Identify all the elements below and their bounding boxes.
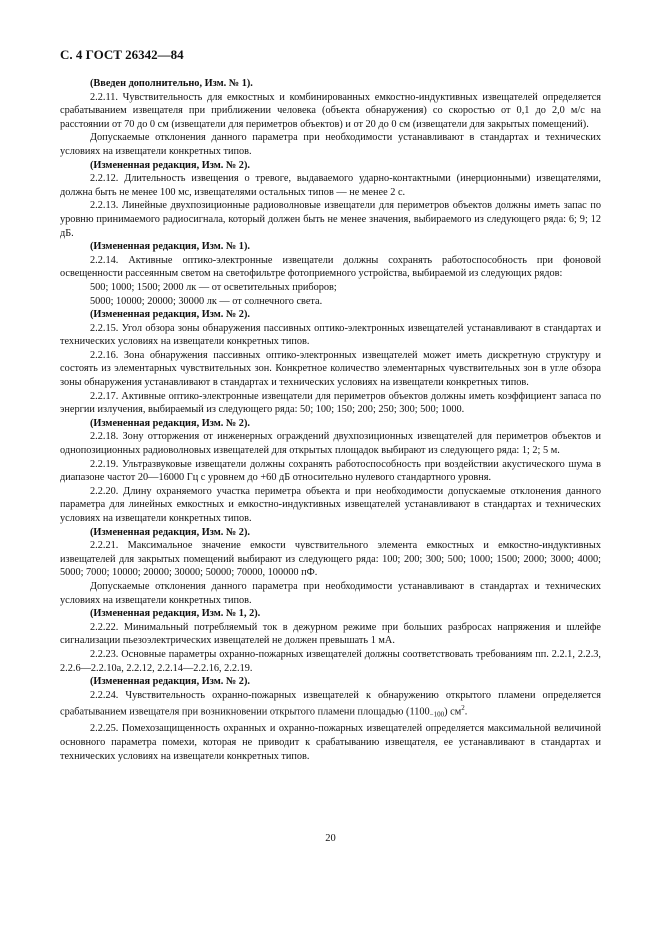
clause-2-2-11: 2.2.11. Чувствительность для емкостных и комбинированных емкостно-индуктивных извещателей определяется срабатыванием извещателя при приближении человека (объекта обнаружения) со скоростью от 0,1 до 2,0 м/с на расстоянии от 70 до 0 см (извещатели для периметров объектов) и от 20 до 0 см (извещатели для закрытых помещений). xyxy=(60,91,601,130)
paragraph: Допускаемые отклонения данного параметра при необходимости устанавливают в стандартах и технических условиях на извещатели конкретных типов. xyxy=(60,580,601,606)
amendment-note: (Измененная редакция, Изм. № 2). xyxy=(90,417,250,429)
clause-2-2-12: 2.2.12. Длительность извещения о тревоге, выдаваемого ударно-контактными (инерционными) извещателями, должна быть не менее 100 мс, извещателями остальных типов — не менее 2 с. xyxy=(60,173,601,198)
unit-superscript: 2 xyxy=(461,704,465,713)
tolerance-subscript: −100 xyxy=(429,710,445,719)
clause-2-2-17: 2.2.17. Активные оптико-электронные извещатели для периметров объектов должны иметь коэффициент запаса по энергии излучения, выбираемый из следующего ряда: 50; 100; 150; 200; 250; 300; 500; 1000. xyxy=(60,390,601,416)
page-header: С. 4 ГОСТ 26342—84 xyxy=(60,47,184,62)
clause-2-2-13: 2.2.13. Линейные двухпозиционные радиоволновые извещатели для периметров объектов должны иметь запас по уровню принимаемого радиосигнала, который должен быть не менее значения, выбираемого из следующего ряда: 6; 9; 12 дБ. xyxy=(60,200,601,239)
clause-2-2-24 xyxy=(60,689,601,723)
amendment-note: (Измененная редакция, Изм. № 1). xyxy=(90,241,250,253)
page-number: 20 xyxy=(325,833,336,844)
amendment-note: (Измененная редакция, Изм. № 2). xyxy=(90,159,250,171)
clause-2-2-22: 2.2.22. Минимальный потребляемый ток в дежурном режиме при больших разбросах напряжения и шлейфе сигнализации пьезоэлектрических извещателей не должен превышать 1 мА. xyxy=(60,621,601,647)
clause-2-2-20: 2.2.20. Длину охраняемого участка периметра объекта и при необходимости допускаемые отклонения данного параметра для линейных емкостных и емкостно-индуктивных извещателей устанавливают в стандартах и технических условиях на извещатели конкретных типов. xyxy=(60,485,601,524)
clause-2-2-21: 2.2.21. Максимальное значение емкости чувствительного элемента емкостных и емкостно-индуктивных извещателей для закрытых помещений выбирают из следующего ряда: 100; 200; 300; 500; 1000; 1500; 2000; 3000; 4000; 5000; 7000; 10000; 20000; 30000; 50000; 70000, 100000 пФ. xyxy=(60,540,601,579)
clause-2-2-15: 2.2.15. Угол обзора зоны обнаружения пассивных оптико-электронных извещателей устанавливают в стандартах и технических условиях на извещатели конкретных типов. xyxy=(60,322,601,348)
amendment-note: (Введен дополнительно, Изм. № 1). xyxy=(90,78,253,89)
amendment-note: (Измененная редакция, Изм. № 2). xyxy=(90,526,250,538)
list-item: 5000; 10000; 20000; 30000 лк — от солнечного света. xyxy=(90,295,323,307)
clause-2-2-19: 2.2.19. Ультразвуковые извещатели должны сохранять работоспособность при воздействии акустического шума в диапазоне частот 20—16000 Гц с уровнем до +60 дБ относительно нулевого стандартного уровня. xyxy=(60,458,601,484)
clause-text: . xyxy=(464,706,468,718)
clause-text: ) см xyxy=(444,706,462,718)
amendment-note: (Измененная редакция, Изм. № 1, 2). xyxy=(90,608,261,620)
clause-2-2-25: 2.2.25. Помехозащищенность охранных и охранно-пожарных извещателей определяется максимальной величиной основного параметра помехи, которая не приводит к срабатыванию извещателя, ее устанавливают в стандартах и технических условиях на извещатели конкретных типов. xyxy=(60,723,601,762)
clause-2-2-23: 2.2.23. Основные параметры охранно-пожарных извещателей должны соответствовать требованиям пп. 2.2.1, 2.2.3, 2.2.6—2.2.10а, 2.2.12, 2.2.14—2.2.16, 2.2.19. xyxy=(60,648,601,674)
amendment-note: (Измененная редакция, Изм. № 2). xyxy=(90,309,250,321)
paragraph: Допускаемые отклонения данного параметра при необходимости устанавливают в стандартах и технических условиях на извещатели конкретных типов. xyxy=(60,132,601,157)
clause-2-2-18: 2.2.18. Зону отторжения от инженерных ограждений двухпозиционных извещателей для периметров объектов и однопозиционных радиоволновых извещателей для открытых площадок выбирают из следующего ряда: 1; 2; 5 м. xyxy=(60,431,601,457)
amendment-note: (Измененная редакция, Изм. № 2). xyxy=(90,676,250,688)
document-body xyxy=(60,77,601,763)
list-item: 500; 1000; 1500; 2000 лк — от осветительных приборов; xyxy=(90,281,337,293)
clause-2-2-16: 2.2.16. Зона обнаружения пассивных оптико-электронных извещателей может иметь дискретную структуру и состоять из элементарных чувствительных зон. Конкретное количество элементарных чувствительных зон в угле обзора зоны обнаружения устанавливают в стандартах и технических условиях на извещатели конкретных типов. xyxy=(60,349,601,389)
clause-text: 2.2.24. Чувствительность охранно-пожарных извещателей к обнаружению открытого пламени определяется срабатыванием извещателя при возникновении открытого пламени площадью (1100 xyxy=(60,689,601,718)
clause-2-2-14: 2.2.14. Активные оптико-электронные извещатели должны сохранять работоспособность при фоновой освещенности рассеянным светом на светофильтре фотоприемного устройства, выбираемой из следующих рядов: xyxy=(60,254,601,280)
